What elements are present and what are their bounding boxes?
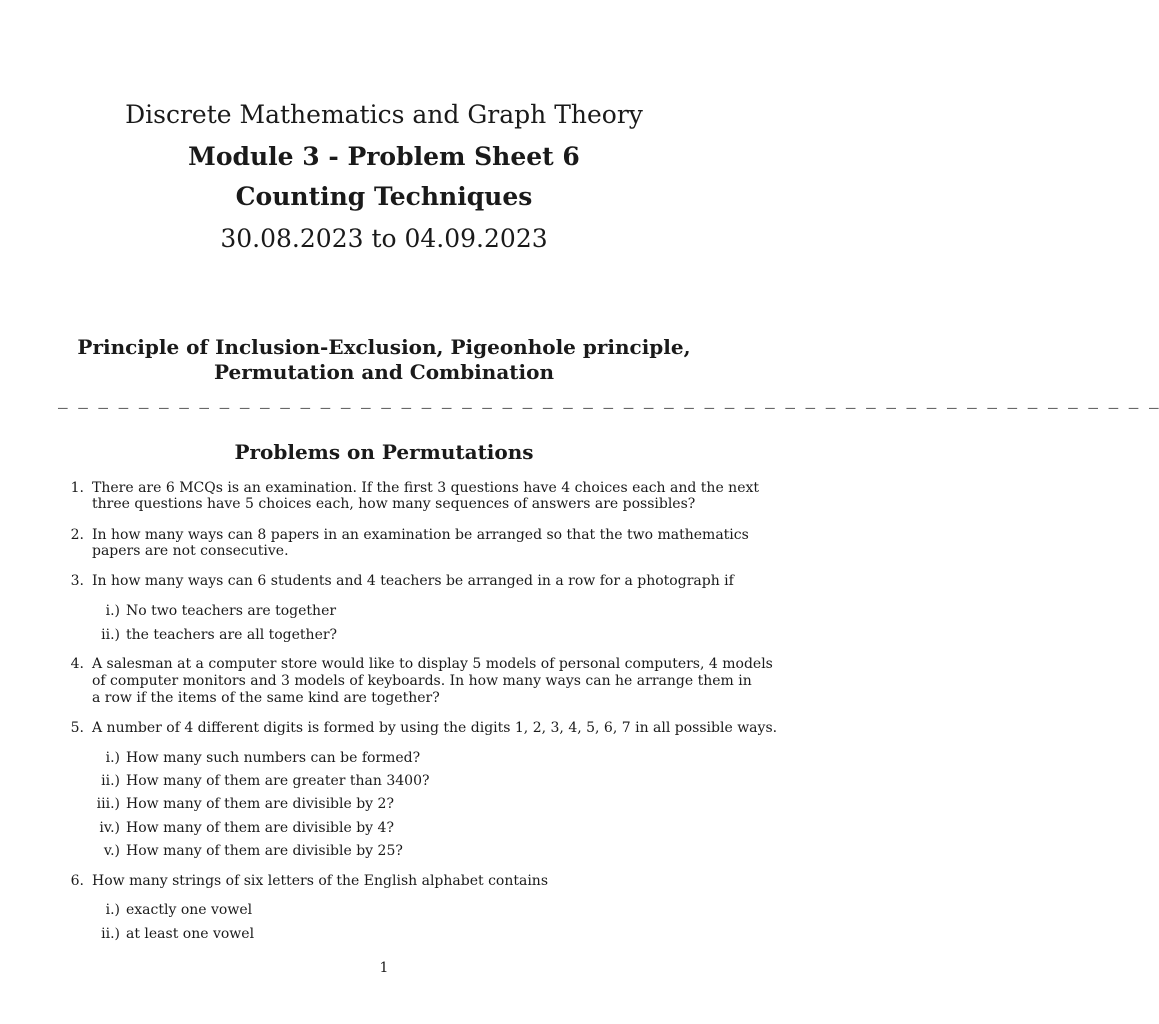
sub-item-label: ii.) bbox=[101, 627, 120, 643]
problem-number: 2. bbox=[70, 527, 84, 543]
sub-item-text: How many of them are greater than 3400? bbox=[126, 773, 430, 789]
problem-text-line: A number of 4 different digits is formed by using the digits 1, 2, 3, 4, 5, 6, 7 in all possible ways. bbox=[92, 720, 778, 736]
sub-item-text: How many of them are divisible by 2? bbox=[126, 796, 394, 812]
sub-item-text: exactly one vowel bbox=[126, 902, 253, 918]
sub-item-label: iii.) bbox=[96, 796, 120, 812]
problem-number: 5. bbox=[70, 720, 84, 736]
sub-item-label: ii.) bbox=[101, 773, 120, 789]
sub-item-text: the teachers are all together? bbox=[126, 627, 338, 643]
subtitle-line-1: Principle of Inclusion-Exclusion, Pigeonhole principle, bbox=[77, 335, 691, 359]
module-title: Module 3 - Problem Sheet 6 bbox=[188, 142, 580, 171]
sub-item-label: v.) bbox=[103, 843, 120, 859]
problem-number: 3. bbox=[70, 573, 84, 589]
sub-item-text: at least one vowel bbox=[126, 926, 255, 942]
problem-number: 4. bbox=[70, 656, 84, 672]
problem-text-line: In how many ways can 6 students and 4 teachers be arranged in a row for a photograph if bbox=[92, 573, 734, 589]
problem-number: 1. bbox=[70, 480, 84, 496]
sub-item-label: i.) bbox=[105, 902, 120, 918]
sub-item-text: No two teachers are together bbox=[126, 603, 337, 619]
sub-item-label: ii.) bbox=[101, 926, 120, 942]
sub-item-text: How many such numbers can be formed? bbox=[126, 750, 421, 766]
dashed-divider: _ _ _ _ _ _ _ _ _ _ _ _ _ _ _ _ _ _ _ _ _ _ _ _ _ _ _ _ _ _ _ _ _ _ _ _ _ _ _ _ _ _ _ _ _ _ _ _ _ _ _ _ _ _ _ bbox=[58, 394, 1159, 412]
problem-text-line: papers are not consecutive. bbox=[92, 543, 289, 559]
topic-title: Counting Techniques bbox=[235, 182, 533, 211]
problem-text-line: A salesman at a computer store would like to display 5 models of personal computers, 4 models bbox=[92, 656, 773, 672]
sub-item-text: How many of them are divisible by 4? bbox=[126, 820, 394, 836]
problem-number: 6. bbox=[70, 873, 84, 889]
date-range: 30.08.2023 to 04.09.2023 bbox=[220, 224, 548, 253]
problem-text-line: How many strings of six letters of the English alphabet contains bbox=[92, 873, 549, 889]
problem-text-line: of computer monitors and 3 models of keyboards. In how many ways can he arrange them in bbox=[92, 673, 752, 689]
sub-item-label: iv.) bbox=[99, 820, 120, 836]
problem-text-line: three questions have 5 choices each, how many sequences of answers are possibles? bbox=[92, 496, 696, 512]
page-number: 1 bbox=[379, 960, 389, 976]
sub-item-label: i.) bbox=[105, 750, 120, 766]
subtitle-line-2: Permutation and Combination bbox=[213, 360, 554, 384]
sub-item-label: i.) bbox=[105, 603, 120, 619]
section-heading: Problems on Permutations bbox=[234, 440, 534, 464]
problem-text-line: a row if the items of the same kind are together? bbox=[92, 690, 440, 706]
sub-item-text: How many of them are divisible by 25? bbox=[126, 843, 403, 859]
course-title: Discrete Mathematics and Graph Theory bbox=[125, 100, 643, 129]
problem-text-line: In how many ways can 8 papers in an examination be arranged so that the two mathematics bbox=[92, 527, 749, 543]
problem-text-line: There are 6 MCQs is an examination. If the first 3 questions have 4 choices each and the next bbox=[92, 480, 760, 496]
